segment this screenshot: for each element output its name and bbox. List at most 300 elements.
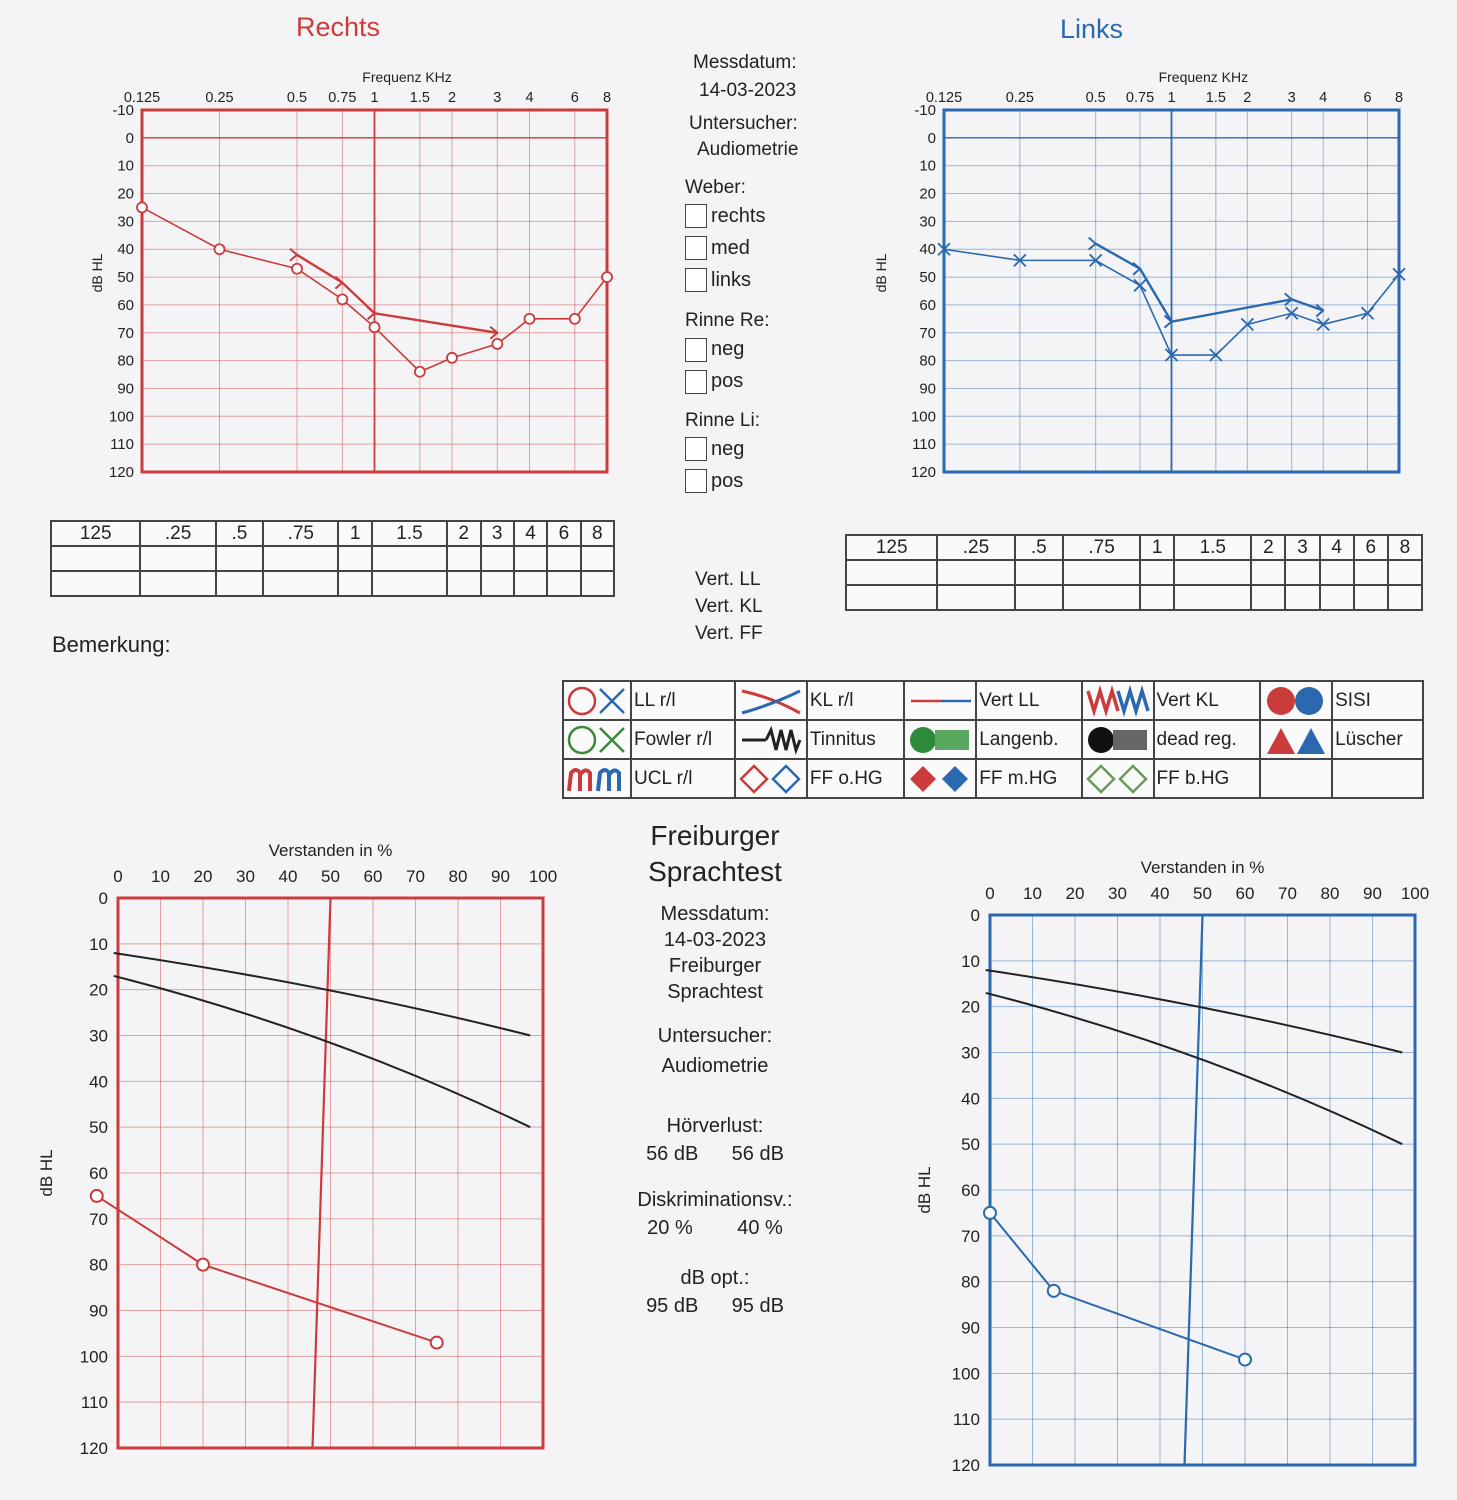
table-row <box>846 560 1422 585</box>
checkbox-label: neg <box>711 338 745 361</box>
percent-tick-label: 80 <box>1320 884 1340 903</box>
air-conduction-point <box>292 264 302 274</box>
frequency-tick-label: 1.5 <box>1205 90 1226 106</box>
weber-label: Weber: <box>685 176 746 198</box>
db-tick-label: 120 <box>951 1456 980 1475</box>
vert-labels <box>695 566 763 647</box>
legend-ff-ohg-label: FF o.HG <box>807 759 904 798</box>
right-frequency-table <box>50 520 615 597</box>
x-axis-title: Verstanden in % <box>268 841 393 860</box>
ff-ohg-symbol <box>735 759 807 798</box>
frequency-header-cell: 2 <box>1251 535 1285 560</box>
table-cell[interactable] <box>338 571 371 596</box>
vert-kl-symbol <box>1082 681 1154 720</box>
db-tick-label: 90 <box>117 380 134 398</box>
y-axis-label: dB HL <box>37 1149 56 1197</box>
db-tick-label: 60 <box>89 1164 108 1183</box>
legend-langenbeck-label: Langenb. <box>976 720 1081 759</box>
air-conduction-point <box>602 272 612 282</box>
db-tick-label: 50 <box>89 1118 108 1138</box>
speech-result-point <box>1048 1285 1060 1297</box>
legend-empty-label <box>1332 759 1423 798</box>
frequency-header-cell: 3 <box>481 521 514 546</box>
table-row <box>51 571 614 596</box>
table-cell[interactable] <box>1320 560 1354 585</box>
frequency-tick-label: 4 <box>1319 90 1328 106</box>
frequency-tick-label: 1 <box>1167 90 1176 106</box>
db-tick-label: 110 <box>80 1393 108 1413</box>
weber-med-checkbox[interactable] <box>685 232 855 264</box>
speech-date-label: Messdatum: <box>660 902 770 925</box>
air-conduction-point <box>570 314 580 324</box>
sisi-symbol <box>1260 681 1332 720</box>
legend-ff-mhg-label: FF m.HG <box>976 759 1081 798</box>
legend-ll-label: LL r/l <box>631 681 735 720</box>
db-tick-label: 90 <box>89 1301 108 1321</box>
db-tick-label: 10 <box>89 934 108 954</box>
table-cell[interactable] <box>140 546 215 571</box>
discrimination-label: Diskriminationsv.: <box>637 1188 793 1211</box>
db-tick-label: 10 <box>117 157 134 175</box>
db-tick-label: 0 <box>927 129 936 147</box>
table-cell[interactable] <box>1285 585 1319 610</box>
air-conduction-point <box>370 322 380 332</box>
frequency-header-cell: .5 <box>216 521 263 546</box>
frequency-header-cell: 1.5 <box>372 521 447 546</box>
table-cell[interactable] <box>1388 560 1422 585</box>
speech-result-point <box>91 1190 103 1202</box>
frequency-tick-label: 0.75 <box>1125 90 1155 106</box>
legend-empty-cell <box>1260 759 1332 798</box>
ff-bhg-symbol <box>1082 759 1154 798</box>
checkbox-label: links <box>711 268 752 291</box>
table-cell[interactable] <box>937 585 1014 610</box>
checkbox-label: pos <box>711 370 744 393</box>
table-cell[interactable] <box>1285 560 1319 585</box>
right-audiogram <box>60 60 630 500</box>
percent-tick-label: 20 <box>1065 884 1085 903</box>
frequency-tick-label: 3 <box>1287 90 1296 106</box>
percent-tick-label: 60 <box>1235 884 1255 903</box>
frequency-tick-label: 0.125 <box>123 90 161 106</box>
left-ear-title: Links <box>1060 14 1124 44</box>
y-axis-label: dB HL <box>873 253 889 293</box>
table-cell[interactable] <box>1140 560 1174 585</box>
langenbeck-symbol <box>904 720 976 759</box>
date-value: 14-03-2023 <box>699 79 797 101</box>
bone-conduction-point <box>335 277 342 289</box>
percent-tick-label: 30 <box>236 867 255 886</box>
frequency-header-cell: 1.5 <box>1174 535 1251 560</box>
fowler-symbol <box>563 720 631 759</box>
speech-info <box>600 818 830 1319</box>
table-cell[interactable] <box>447 571 480 596</box>
db-tick-label: 70 <box>919 324 936 342</box>
db-tick-label: 30 <box>919 213 936 231</box>
db-tick-label: 60 <box>919 296 936 314</box>
legend-vert-ll-label: Vert LL <box>976 681 1081 720</box>
weber-links-checkbox[interactable] <box>685 264 855 296</box>
percent-tick-label: 40 <box>1150 884 1170 903</box>
frequency-tick-label: 8 <box>602 90 612 106</box>
air-conduction-point <box>137 202 147 212</box>
db-tick-label: 20 <box>919 185 936 203</box>
y-axis-label: dB HL <box>89 253 105 293</box>
frequency-tick-label: 6 <box>570 90 579 106</box>
table-cell[interactable] <box>1354 585 1388 610</box>
speech-result-line <box>97 1196 437 1343</box>
db-tick-label: 20 <box>89 980 108 1000</box>
db-tick-label: 110 <box>952 1410 980 1430</box>
weber-rechts-checkbox[interactable] <box>685 200 855 232</box>
percent-tick-label: 50 <box>1193 884 1212 903</box>
percent-tick-label: 60 <box>363 867 383 886</box>
table-cell[interactable] <box>263 546 338 571</box>
frequency-tick-label: 1.5 <box>409 90 430 106</box>
db-tick-label: 60 <box>117 296 134 314</box>
frequency-tick-label: 0.125 <box>925 90 963 106</box>
legend-fowler-label: Fowler r/l <box>631 720 735 759</box>
db-tick-label: 0 <box>125 129 134 147</box>
frequency-header-cell: .25 <box>937 535 1014 560</box>
audiometry-info <box>685 50 855 497</box>
checkbox-label: med <box>711 236 750 259</box>
table-cell[interactable] <box>937 560 1014 585</box>
db-opt-values <box>600 1293 830 1319</box>
speech-result-point <box>197 1259 209 1271</box>
table-cell[interactable] <box>1251 560 1285 585</box>
examiner-label: Untersucher: <box>689 113 798 135</box>
db-tick-label: 120 <box>79 1439 108 1458</box>
percent-tick-label: 70 <box>1278 884 1297 903</box>
percent-tick-label: 90 <box>491 867 510 886</box>
table-row <box>51 546 614 571</box>
y-axis-label: dB HL <box>915 1166 934 1214</box>
table-cell[interactable] <box>514 546 547 571</box>
db-tick-label: 110 <box>912 436 936 454</box>
table-cell[interactable] <box>547 546 580 571</box>
table-cell[interactable] <box>1174 585 1251 610</box>
db-tick-label: 100 <box>79 1347 108 1367</box>
db-tick-label: 90 <box>961 1318 980 1338</box>
table-cell[interactable] <box>481 546 514 571</box>
percent-tick-label: 0 <box>985 884 995 903</box>
frequency-tick-label: 0.5 <box>286 90 308 106</box>
table-cell[interactable] <box>481 571 514 596</box>
checkbox-box[interactable] <box>685 469 707 493</box>
air-conduction-point <box>492 339 502 349</box>
checkbox-label: rechts <box>711 204 766 227</box>
right-ear-title: Rechts <box>296 12 381 42</box>
vert-kl-label: Vert. KL <box>695 596 763 617</box>
db-tick-label: 80 <box>919 352 936 370</box>
rinne-re-pos-checkbox[interactable] <box>685 366 855 398</box>
table-cell[interactable] <box>1063 560 1140 585</box>
db-tick-label: 100 <box>108 408 134 426</box>
db-tick-label: 0 <box>98 889 108 908</box>
frequency-header-cell: 8 <box>1388 535 1422 560</box>
db-tick-label: 40 <box>117 241 134 259</box>
normal-curve-1 <box>986 970 1403 1053</box>
speech-title-1: Freiburger <box>650 820 780 851</box>
db-tick-label: 30 <box>117 213 134 231</box>
frequency-header-cell: 125 <box>51 521 140 546</box>
db-tick-label: 40 <box>919 241 936 259</box>
percent-tick-label: 70 <box>406 867 425 886</box>
frequency-header-cell: 125 <box>846 535 937 560</box>
checkbox-label: neg <box>711 437 745 460</box>
percent-tick-label: 80 <box>448 867 468 886</box>
table-cell[interactable] <box>1251 585 1285 610</box>
frequency-tick-label: 0.75 <box>328 90 357 106</box>
table-cell[interactable] <box>581 546 614 571</box>
air-conduction-point <box>415 367 425 377</box>
frequency-header-cell: 2 <box>447 521 480 546</box>
frequency-header-cell: 3 <box>1285 535 1319 560</box>
date-label: Messdatum: <box>693 52 797 73</box>
checkbox-box[interactable] <box>685 338 707 362</box>
percent-tick-label: 30 <box>1108 884 1127 903</box>
table-cell[interactable] <box>846 585 937 610</box>
db-tick-label: 10 <box>919 157 936 175</box>
speech-examiner-label: Untersucher: <box>657 1024 773 1047</box>
speech-result-point <box>984 1207 996 1219</box>
percent-tick-label: 20 <box>193 867 213 886</box>
checkbox-box[interactable] <box>685 204 707 228</box>
normal-curve-2 <box>114 976 531 1127</box>
legend-dead-region-label: dead reg. <box>1154 720 1261 759</box>
frequency-header-cell: .75 <box>263 521 338 546</box>
db-opt-left: 95 dB <box>731 1294 784 1317</box>
ff-mhg-symbol <box>904 759 976 798</box>
speech-test-2: Sprachtest <box>667 980 763 1003</box>
checkbox-box[interactable] <box>685 268 707 292</box>
db-tick-label: 120 <box>108 464 134 481</box>
legend-tinnitus-label: Tinnitus <box>807 720 904 759</box>
db-tick-label: 90 <box>919 380 936 398</box>
table-cell[interactable] <box>1388 585 1422 610</box>
rinne-re-label: Rinne Re: <box>685 310 770 332</box>
bone-conduction-point <box>1133 263 1140 275</box>
frequency-header-cell: 6 <box>1354 535 1388 560</box>
table-cell[interactable] <box>372 571 447 596</box>
speech-result-point <box>431 1337 443 1349</box>
examiner-value: Audiometrie <box>697 138 799 160</box>
percent-tick-label: 10 <box>151 867 170 886</box>
rinne-li-label: Rinne Li: <box>685 409 760 431</box>
frequency-header-cell: .5 <box>1015 535 1063 560</box>
legend-sisi-label: SISI <box>1332 681 1423 720</box>
table-cell[interactable] <box>581 571 614 596</box>
table-cell[interactable] <box>1015 585 1063 610</box>
frequency-axis-title: Frequenz KHz <box>1158 69 1249 85</box>
table-cell[interactable] <box>547 571 580 596</box>
table-row <box>51 521 614 546</box>
frequency-header-cell: .75 <box>1063 535 1140 560</box>
table-cell[interactable] <box>51 546 140 571</box>
air-conduction-point <box>215 244 225 254</box>
kl-symbol <box>735 681 807 720</box>
db-tick-label: 80 <box>89 1255 108 1275</box>
tinnitus-symbol <box>735 720 807 759</box>
db-tick-label: 0 <box>970 906 980 925</box>
air-conduction-point <box>337 294 347 304</box>
hearing-loss-values <box>600 1141 830 1167</box>
left-audiogram <box>860 60 1420 500</box>
checkbox-box[interactable] <box>685 437 707 461</box>
frequency-tick-label: 6 <box>1363 90 1372 106</box>
hearing-loss-label: Hörverlust: <box>666 1114 764 1137</box>
x-axis-title: Verstanden in % <box>1140 858 1265 877</box>
checkbox-box[interactable] <box>685 236 707 260</box>
percent-tick-label: 10 <box>1023 884 1042 903</box>
hearing-loss-right: 56 dB <box>646 1142 699 1165</box>
table-cell[interactable] <box>1015 560 1063 585</box>
frequency-tick-label: 2 <box>1243 90 1252 106</box>
table-cell[interactable] <box>846 560 937 585</box>
normal-curve-1 <box>114 953 531 1036</box>
rinne-li-pos-checkbox[interactable] <box>685 465 855 497</box>
right-speech-chart <box>30 830 570 1480</box>
checkbox-label: pos <box>711 469 744 492</box>
legend-luescher-label: Lüscher <box>1332 720 1423 759</box>
percent-tick-label: 0 <box>113 867 123 886</box>
frequency-header-cell: .25 <box>140 521 215 546</box>
frequency-header-cell: 4 <box>514 521 547 546</box>
table-row <box>846 585 1422 610</box>
discrimination-right: 20 % <box>647 1216 693 1239</box>
vert-ll-label: Vert. LL <box>695 569 761 590</box>
legend-ff-bhg-label: FF b.HG <box>1154 759 1261 798</box>
vert-ff-label: Vert. FF <box>695 623 763 644</box>
frequency-header-cell: 1 <box>338 521 371 546</box>
frequency-header-cell: 8 <box>581 521 614 546</box>
db-tick-label: 60 <box>961 1181 980 1200</box>
remark-label: Bemerkung: <box>52 632 171 657</box>
air-conduction-point <box>525 314 535 324</box>
speech-result-point <box>1239 1354 1251 1366</box>
frequency-tick-label: 1 <box>370 90 379 106</box>
db-tick-label: -10 <box>914 102 936 119</box>
db-tick-label: 70 <box>117 324 134 342</box>
db-tick-label: 10 <box>961 951 980 971</box>
db-tick-label: 20 <box>117 185 134 203</box>
dead-region-symbol <box>1082 720 1154 759</box>
db-tick-label: 100 <box>910 408 936 426</box>
rinne-re-neg-checkbox[interactable] <box>685 334 855 366</box>
rinne-li-neg-checkbox[interactable] <box>685 433 855 465</box>
table-row <box>846 535 1422 560</box>
frequency-tick-label: 3 <box>493 90 502 106</box>
db-tick-label: 100 <box>951 1364 980 1384</box>
bone-conduction-point <box>1165 316 1172 328</box>
table-cell[interactable] <box>51 571 140 596</box>
discrimination-values <box>600 1215 830 1241</box>
speech-title-2: Sprachtest <box>648 856 782 888</box>
speech-test-1: Freiburger <box>668 954 762 977</box>
left-speech-chart <box>900 845 1430 1490</box>
legend-vert-kl-label: Vert KL <box>1154 681 1261 720</box>
left-frequency-table <box>845 534 1423 611</box>
legend-ucl-label: UCL r/l <box>631 759 735 798</box>
percent-tick-label: 100 <box>1400 884 1430 903</box>
legend-kl-label: KL r/l <box>807 681 904 720</box>
frequency-axis-title: Frequenz KHz <box>362 69 452 85</box>
frequency-tick-label: 4 <box>525 90 534 106</box>
percent-tick-label: 40 <box>278 867 298 886</box>
table-cell[interactable] <box>216 546 263 571</box>
symbol-legend <box>562 680 1424 799</box>
db-opt-label: dB opt.: <box>680 1266 750 1289</box>
db-tick-label: 120 <box>910 464 936 481</box>
table-cell[interactable] <box>1320 585 1354 610</box>
frequency-tick-label: 8 <box>1394 90 1404 106</box>
speech-examiner: Audiometrie <box>661 1054 769 1077</box>
air-conduction-point <box>447 353 457 363</box>
table-cell[interactable] <box>216 571 263 596</box>
checkbox-box[interactable] <box>685 370 707 394</box>
db-tick-label: 70 <box>961 1226 980 1246</box>
frequency-header-cell: 4 <box>1320 535 1354 560</box>
table-cell[interactable] <box>1140 585 1174 610</box>
speech-date: 14-03-2023 <box>663 928 767 951</box>
db-tick-label: 50 <box>919 269 936 287</box>
table-cell[interactable] <box>1174 560 1251 585</box>
db-tick-label: 110 <box>110 436 134 454</box>
db-tick-label: 30 <box>89 1026 108 1046</box>
table-cell[interactable] <box>263 571 338 596</box>
bone-conduction-point <box>1089 238 1096 250</box>
table-cell[interactable] <box>447 546 480 571</box>
normal-curve-2 <box>986 993 1403 1144</box>
frequency-tick-label: 0.25 <box>205 90 234 106</box>
db-opt-right: 95 dB <box>646 1294 699 1317</box>
frequency-header-cell: 1 <box>1140 535 1174 560</box>
percent-tick-label: 50 <box>321 867 340 886</box>
bone-conduction-point <box>368 307 375 319</box>
db-tick-label: 50 <box>961 1135 980 1155</box>
discrimination-left: 40 % <box>737 1216 783 1239</box>
db-tick-label: 30 <box>961 1043 980 1063</box>
db-tick-label: 80 <box>961 1272 980 1292</box>
db-tick-label: 40 <box>89 1072 108 1092</box>
bone-conduction-point <box>290 249 297 261</box>
db-tick-label: 20 <box>961 997 980 1017</box>
ll-symbol <box>563 681 631 720</box>
frequency-header-cell: 6 <box>547 521 580 546</box>
luescher-symbol <box>1260 720 1332 759</box>
table-cell[interactable] <box>514 571 547 596</box>
db-tick-label: 80 <box>117 352 134 370</box>
db-tick-label: -10 <box>112 102 134 119</box>
db-tick-label: 40 <box>961 1089 980 1109</box>
table-cell[interactable] <box>140 571 215 596</box>
percent-tick-label: 100 <box>528 867 558 886</box>
db-tick-label: 50 <box>117 269 134 287</box>
db-tick-label: 70 <box>89 1209 108 1229</box>
hearing-loss-left: 56 dB <box>731 1142 784 1165</box>
table-cell[interactable] <box>338 546 371 571</box>
bone-conduction-line <box>297 255 497 333</box>
ucl-symbol <box>563 759 631 798</box>
table-cell[interactable] <box>372 546 447 571</box>
frequency-tick-label: 2 <box>447 90 457 106</box>
frequency-tick-label: 0.5 <box>1085 90 1106 106</box>
table-cell[interactable] <box>1063 585 1140 610</box>
table-cell[interactable] <box>1354 560 1388 585</box>
frequency-tick-label: 0.25 <box>1005 90 1034 106</box>
percent-tick-label: 90 <box>1363 884 1382 903</box>
